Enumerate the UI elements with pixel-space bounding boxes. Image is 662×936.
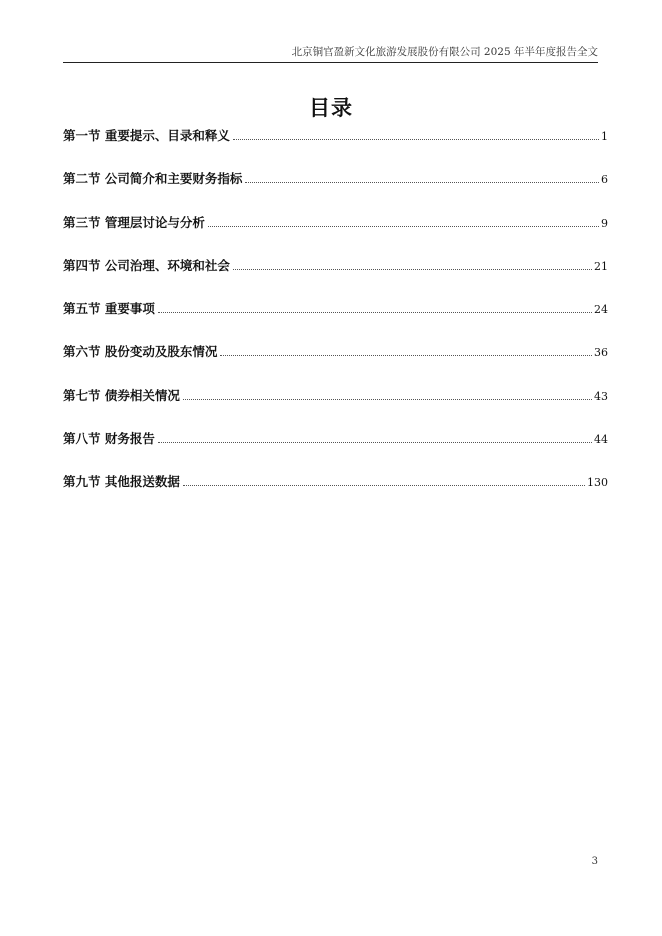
toc-list	[63, 128, 608, 518]
toc-entry-label: 第八节 财务报告	[63, 431, 155, 447]
toc-entry-label: 第四节 公司治理、环境和社会	[63, 257, 230, 273]
toc-leader-dots	[208, 226, 599, 227]
toc-entry-7[interactable]	[63, 388, 608, 431]
toc-title: 目录	[309, 96, 353, 120]
toc-leader-dots	[183, 399, 592, 400]
toc-entry-label: 第五节 重要事项	[63, 301, 155, 317]
toc-entry-page: 6	[601, 173, 608, 187]
toc-leader-dots	[233, 139, 599, 140]
toc-entry-label: 第七节 债券相关情况	[63, 387, 180, 403]
toc-entry-page: 21	[594, 259, 608, 273]
toc-entry-label: 第六节 股份变动及股东情况	[63, 344, 218, 360]
toc-entry-5[interactable]	[63, 301, 608, 344]
toc-entry-page: 44	[594, 433, 608, 447]
toc-entry-page: 1	[601, 130, 608, 143]
toc-entry-page: 43	[594, 389, 608, 403]
toc-entry-4[interactable]	[63, 258, 608, 301]
toc-entry-label: 第一节 重要提示、目录和释义	[63, 128, 230, 143]
toc-entry-6[interactable]	[63, 344, 608, 387]
toc-entry-page: 130	[587, 476, 608, 490]
header-divider	[63, 62, 598, 63]
toc-entry-8[interactable]	[63, 431, 608, 474]
toc-entry-9[interactable]	[63, 474, 608, 517]
toc-entry-2[interactable]	[63, 171, 608, 214]
toc-leader-dots	[158, 312, 592, 313]
toc-leader-dots	[158, 442, 592, 443]
toc-leader-dots	[233, 269, 592, 270]
toc-leader-dots	[183, 485, 585, 486]
toc-entry-label: 第九节 其他报送数据	[63, 474, 180, 490]
toc-entry-label: 第二节 公司简介和主要财务指标	[63, 171, 243, 187]
toc-leader-dots	[245, 182, 599, 183]
toc-entry-page: 24	[594, 303, 608, 317]
toc-entry-label: 第三节 管理层讨论与分析	[63, 214, 205, 230]
page-number: 3	[591, 856, 598, 867]
toc-entry-3[interactable]	[63, 215, 608, 258]
toc-entry-page: 9	[601, 216, 608, 230]
toc-leader-dots	[220, 355, 592, 356]
toc-entry-page: 36	[594, 346, 608, 360]
running-header: 北京铜官盈新文化旅游发展股份有限公司 2025 年半年度报告全文	[291, 46, 598, 58]
toc-entry-1[interactable]	[63, 128, 608, 171]
